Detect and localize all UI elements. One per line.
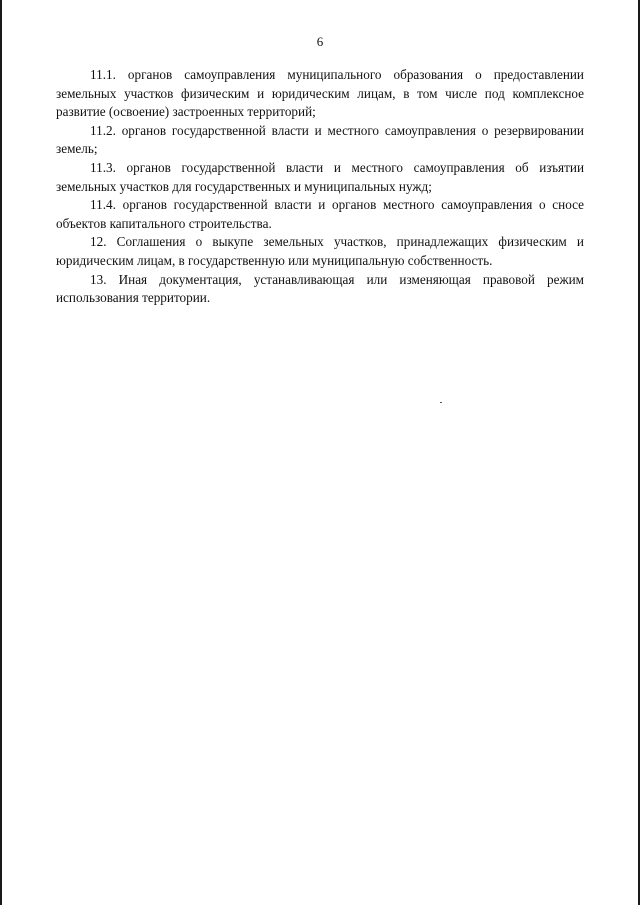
paragraph-11-3: 11.3. органов государственной власти и местного самоуправления об изъятии земельных участков для государственных и муниципальных нужд; xyxy=(56,159,584,194)
paragraph-11-1: 11.1. органов самоуправления муниципального образования о предоставлении земельных участков физическим и юридическим лицам, в том числе под комплексное развитие (освоение) застроенных территорий; xyxy=(56,67,584,120)
paragraph-12: 12. Соглашения о выкупе земельных участков, принадлежащих физическим и юридическим лицам, в государственную или муниципальную собственность. xyxy=(56,234,584,268)
scan-speck xyxy=(440,402,442,403)
paragraph-11-2: 11.2. органов государственной власти и местного самоуправления о резервировании земель; xyxy=(56,122,584,157)
scan-edge-left xyxy=(0,0,2,905)
document-body xyxy=(56,66,584,308)
paragraph-11-4: 11.4. органов государственной власти и органов местного самоуправления о сносе объектов капитального строительства. xyxy=(56,197,584,231)
page-number: 6 xyxy=(316,34,324,49)
paragraph-13: 13. Иная документация, устанавливающая или изменяющая правовой режим использования территории. xyxy=(56,271,584,306)
